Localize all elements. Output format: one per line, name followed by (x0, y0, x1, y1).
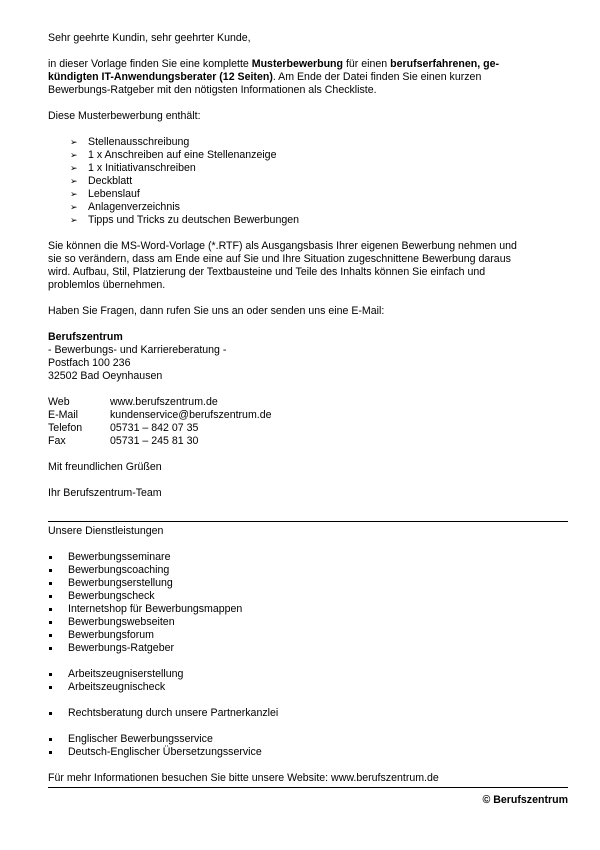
phone-value: 05731 – 842 07 35 (110, 422, 199, 434)
list-item: Deutsch-Englischer Übersetzungsservice (48, 746, 568, 759)
list-item: ➢ Tipps und Tricks zu deutschen Bewerbungen (70, 214, 300, 226)
city: 32502 Bad Oeynhausen (48, 370, 163, 382)
list-item: Bewerbungsseminare (48, 551, 568, 564)
list-item: Arbeitszeugniserstellung (48, 668, 568, 681)
list-item: ➢ Deckblatt (70, 175, 133, 187)
document-content (48, 32, 568, 807)
address-block (48, 331, 568, 383)
email-link[interactable]: kundenservice@berufszentrum.de (110, 409, 272, 421)
signature: Ihr Berufszentrum-Team (48, 487, 162, 499)
copyright: © Berufszentrum (482, 794, 568, 806)
arrow-bullet-icon: ➢ (70, 189, 78, 199)
square-bullet-icon (49, 569, 52, 572)
contact-email: E-Mail kundenservice@berufszentrum.de (48, 409, 272, 421)
square-bullet-icon (49, 556, 52, 559)
list-item: ➢ Anlagenverzeichnis (70, 201, 180, 213)
contains-heading: Diese Musterbewerbung enthält: (48, 110, 201, 122)
list-item: ➢ 1 x Anschreiben auf eine Stellenanzeige (70, 149, 277, 161)
list-item: Bewerbungs-Ratgeber (48, 642, 568, 655)
square-bullet-icon (49, 751, 52, 754)
services-heading: Unsere Dienstleistungen (48, 525, 164, 537)
web-link[interactable]: www.berufszentrum.de (110, 396, 218, 408)
arrow-bullet-icon: ➢ (70, 215, 78, 225)
list-item: Bewerbungscoaching (48, 564, 568, 577)
services-list-english (48, 733, 568, 759)
arrow-bullet-icon: ➢ (70, 202, 78, 212)
contact-block (48, 396, 568, 448)
usage-paragraph: Sie können die MS-Word-Vorlage (*.RTF) als Ausgangsbasis Ihrer eigenen Bewerbung nehmen und sie so verändern, dass am Ende eine auf Sie und Ihre Situation zugeschnittene Bewerbung daraus wird. Aufbau, Stil, Platzierung der Textbausteine und Teile des Inhalts können Sie einfach und problemlos übernehmen. (48, 240, 517, 291)
intro-paragraph: in dieser Vorlage finden Sie eine komplette Musterbewerbung für einen berufserfahrenen, ge- kündigten IT-Anwendungsberater (12 Seiten). Am Ende der Datei finden Sie einen kurzen Bewerbungs-Ratgeber mit den nötigsten Informationen als Checkliste. (48, 58, 500, 96)
services-list-certificates (48, 668, 568, 694)
list-item: Bewerbungserstellung (48, 577, 568, 590)
square-bullet-icon (49, 686, 52, 689)
list-item: Englischer Bewerbungsservice (48, 733, 568, 746)
list-item: ➢ 1 x Initiativanschreiben (70, 162, 196, 174)
company-name: Berufszentrum (48, 331, 123, 343)
arrow-bullet-icon: ➢ (70, 176, 78, 186)
list-item: Internetshop für Bewerbungsmappen (48, 603, 568, 616)
contact-phone: Telefon 05731 – 842 07 35 (48, 422, 199, 434)
list-item: Bewerbungsforum (48, 629, 568, 642)
arrow-bullet-icon: ➢ (70, 137, 78, 147)
contact-fax: Fax 05731 – 245 81 30 (48, 435, 199, 447)
square-bullet-icon (49, 712, 52, 715)
square-bullet-icon (49, 647, 52, 650)
questions-text: Haben Sie Fragen, dann rufen Sie uns an oder senden uns eine E-Mail: (48, 305, 385, 317)
more-info-text: Für mehr Informationen besuchen Sie bitte unsere Website: www.berufszentrum.de (48, 772, 439, 784)
closing: Mit freundlichen Grüßen (48, 461, 162, 473)
list-item: Bewerbungscheck (48, 590, 568, 603)
list-item: ➢ Stellenausschreibung (70, 136, 190, 148)
square-bullet-icon (49, 673, 52, 676)
greeting: Sehr geehrte Kundin, sehr geehrter Kunde, (48, 32, 251, 44)
company-subtitle: - Bewerbungs- und Karriereberatung - (48, 344, 227, 356)
square-bullet-icon (49, 608, 52, 611)
services-list-main (48, 551, 568, 655)
list-item: Arbeitszeugnischeck (48, 681, 568, 694)
list-item: ➢ Lebenslauf (70, 188, 140, 200)
square-bullet-icon (49, 634, 52, 637)
contact-web: Web www.berufszentrum.de (48, 396, 218, 408)
arrow-bullet-icon: ➢ (70, 150, 78, 160)
services-list-legal (48, 707, 568, 720)
arrow-bullet-icon: ➢ (70, 163, 78, 173)
list-item: Rechtsberatung durch unsere Partnerkanzlei (48, 707, 568, 720)
contains-list (48, 136, 568, 227)
square-bullet-icon (49, 738, 52, 741)
fax-value: 05731 – 245 81 30 (110, 435, 199, 447)
postfach: Postfach 100 236 (48, 357, 131, 369)
square-bullet-icon (49, 595, 52, 598)
square-bullet-icon (49, 621, 52, 624)
square-bullet-icon (49, 582, 52, 585)
list-item: Bewerbungswebseiten (48, 616, 568, 629)
